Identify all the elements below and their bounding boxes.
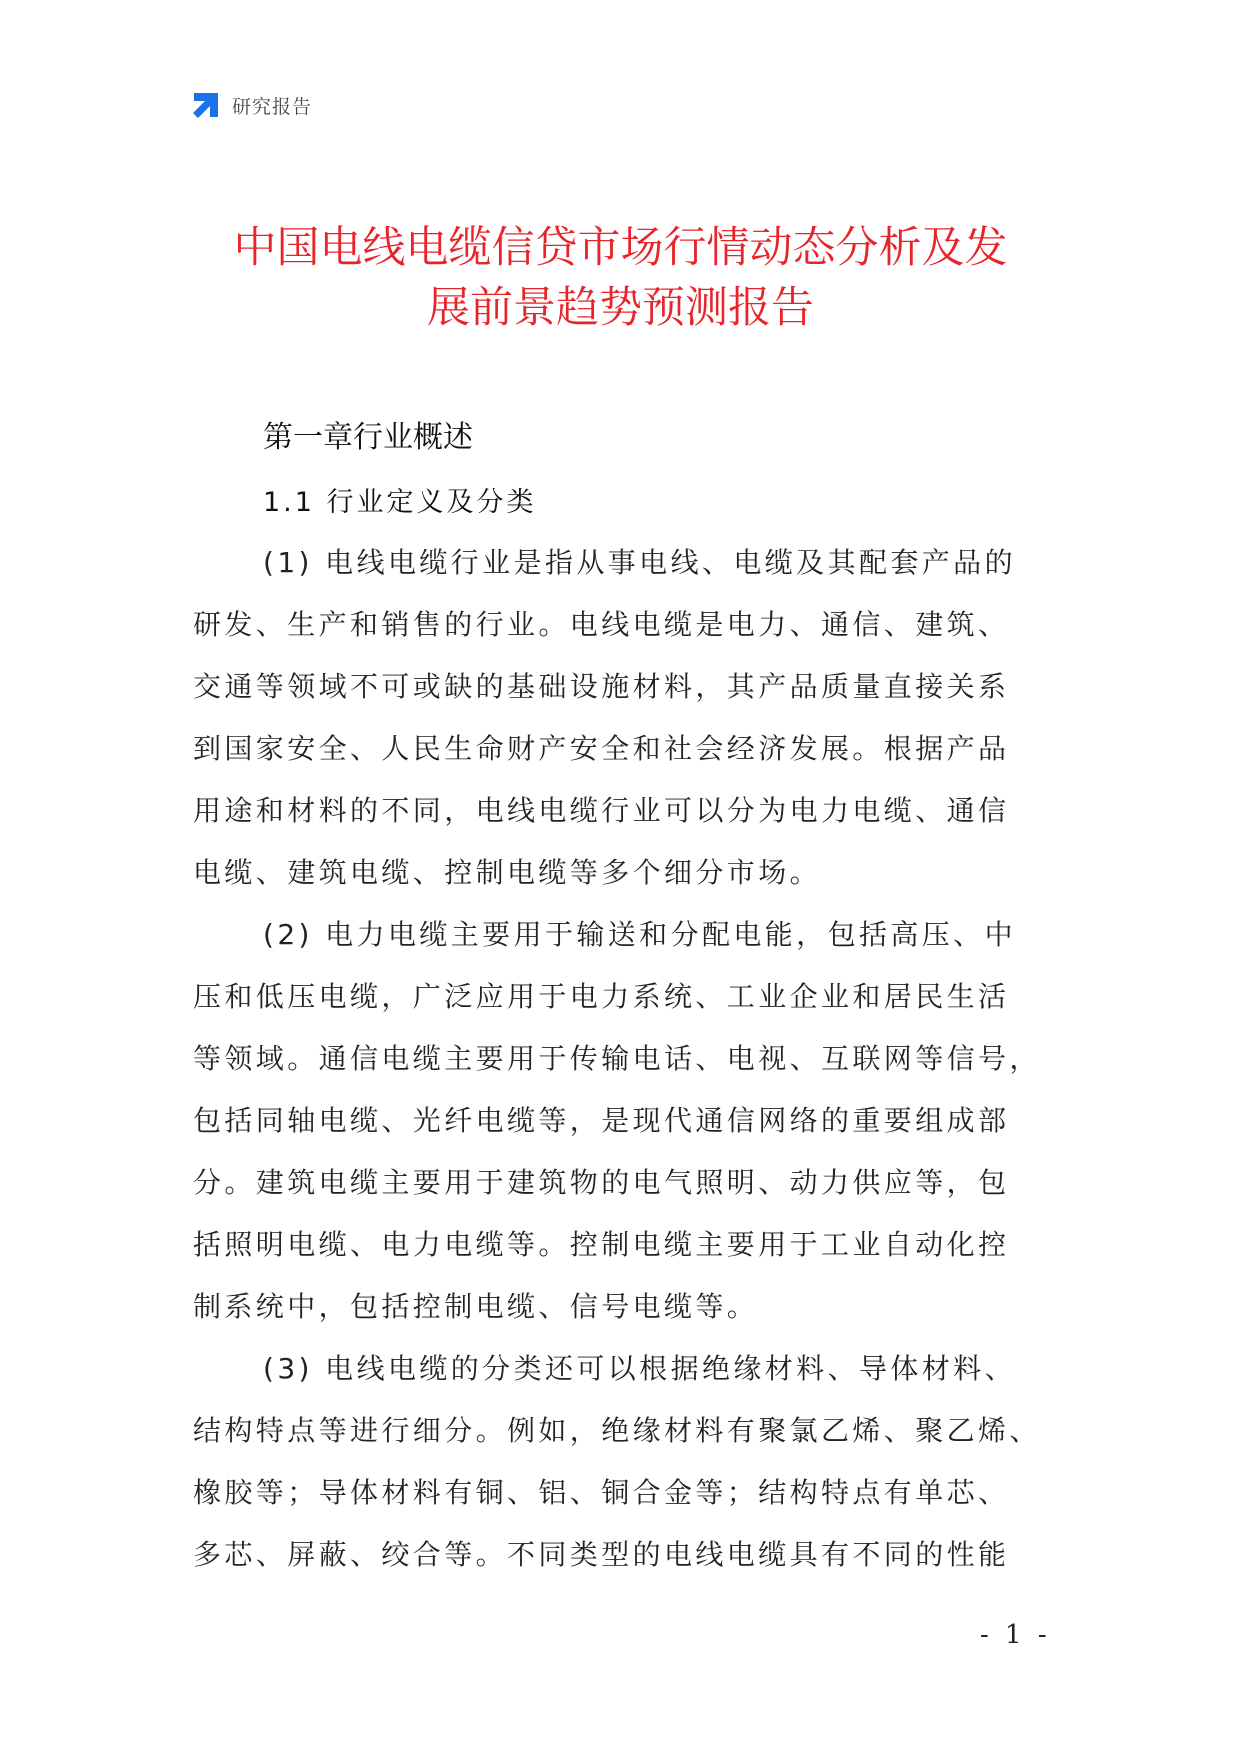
paragraph-line: 制系统中，包括控制电缆、信号电缆等。: [193, 1290, 759, 1323]
paragraph-3: [193, 1338, 1073, 1586]
paragraph-line: 括照明电缆、电力电缆等。控制电缆主要用于工业自动化控: [193, 1228, 1010, 1261]
page-number: - 1 -: [980, 1620, 1051, 1650]
title-line-2: 展前景趋势预测报告: [427, 283, 814, 333]
paragraph-line: 用途和材料的不同，电线电缆行业可以分为电力电缆、通信: [193, 794, 1010, 827]
report-header: [190, 88, 312, 122]
paragraph-line: (1) 电线电缆行业是指从事电线、电缆及其配套产品的: [263, 546, 1016, 579]
header-label: 研究报告: [232, 95, 313, 118]
title-line-1: 中国电线电缆信贷市场行情动态分析及发: [233, 223, 1008, 273]
paragraph-1: [193, 532, 1073, 904]
paragraph-line: 研发、生产和销售的行业。电线电缆是电力、通信、建筑、: [193, 608, 1010, 641]
paragraph-line: 压和低压电缆，广泛应用于电力系统、工业企业和居民生活: [193, 980, 1010, 1013]
paragraph-line: 结构特点等进行细分。例如，绝缘材料有聚氯乙烯、聚乙烯、: [193, 1414, 1041, 1447]
paragraph-line: 包括同轴电缆、光纤电缆等，是现代通信网络的重要组成部: [193, 1104, 1010, 1137]
paragraph-line: 分。建筑电缆主要用于建筑物的电气照明、动力供应等，包: [193, 1166, 1010, 1199]
arrow-up-right-logo-icon: [190, 89, 222, 121]
paragraph-2: [193, 904, 1073, 1338]
paragraph-line: 电缆、建筑电缆、控制电缆等多个细分市场。: [193, 856, 822, 889]
paragraph-line: 等领域。通信电缆主要用于传输电话、电视、互联网等信号，: [193, 1042, 1041, 1075]
section-heading: 1.1 行业定义及分类: [263, 487, 537, 518]
paragraph-line: (3) 电线电缆的分类还可以根据绝缘材料、导体材料、: [263, 1352, 1016, 1385]
paragraph-line: 交通等领域不可或缺的基础设施材料，其产品质量直接关系: [193, 670, 1010, 703]
chapter-heading: 第一章行业概述: [263, 420, 473, 455]
paragraph-line: 橡胶等；导体材料有铜、铝、铜合金等；结构特点有单芯、: [193, 1476, 1010, 1509]
report-title: [150, 218, 1091, 338]
paragraph-line: 到国家安全、人民生命财产安全和社会经济发展。根据产品: [193, 732, 1010, 765]
paragraph-line: (2) 电力电缆主要用于输送和分配电能，包括高压、中: [263, 918, 1016, 951]
paragraph-line: 多芯、屏蔽、绞合等。不同类型的电线电缆具有不同的性能: [193, 1538, 1010, 1571]
